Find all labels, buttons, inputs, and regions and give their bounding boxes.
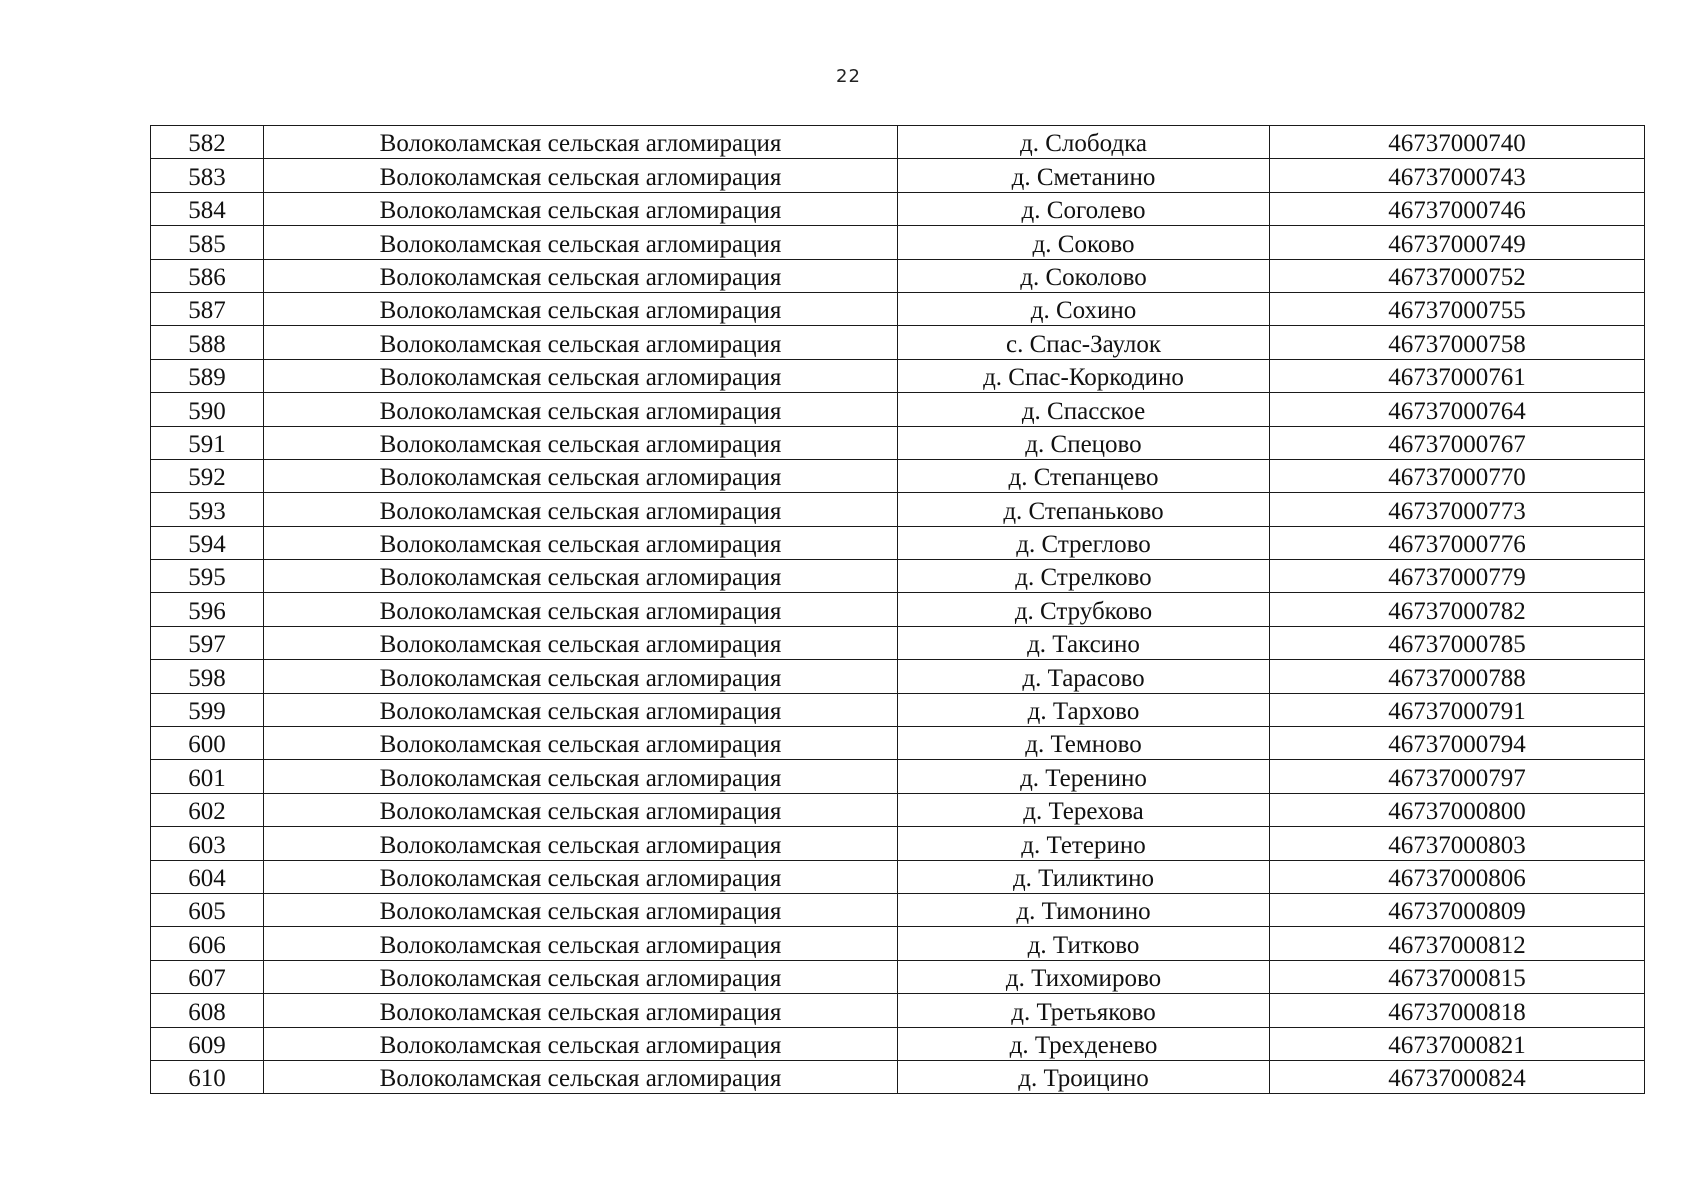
agglomeration-cell: Волоколамская сельская агломирация <box>264 927 898 960</box>
row-number-cell: 584 <box>151 192 264 225</box>
code-cell: 46737000815 <box>1270 960 1645 993</box>
table-row <box>151 927 1645 960</box>
row-number-cell: 587 <box>151 292 264 325</box>
row-number-cell: 592 <box>151 459 264 492</box>
table-body <box>151 126 1645 1094</box>
agglomeration-cell: Волоколамская сельская агломирация <box>264 159 898 192</box>
agglomeration-cell: Волоколамская сельская агломирация <box>264 493 898 526</box>
agglomeration-cell: Волоколамская сельская агломирация <box>264 727 898 760</box>
locality-cell: д. Тихомирово <box>898 960 1270 993</box>
agglomeration-cell: Волоколамская сельская агломирация <box>264 459 898 492</box>
table-row <box>151 760 1645 793</box>
agglomeration-cell: Волоколамская сельская агломирация <box>264 994 898 1027</box>
code-cell: 46737000752 <box>1270 259 1645 292</box>
code-cell: 46737000755 <box>1270 292 1645 325</box>
row-number-cell: 599 <box>151 693 264 726</box>
code-cell: 46737000740 <box>1270 126 1645 159</box>
locality-cell: д. Теренино <box>898 760 1270 793</box>
locality-cell: д. Тетерино <box>898 827 1270 860</box>
agglomeration-cell: Волоколамская сельская агломирация <box>264 1027 898 1060</box>
row-number-cell: 588 <box>151 326 264 359</box>
locality-cell: д. Тархово <box>898 693 1270 726</box>
locality-cell: д. Сохино <box>898 292 1270 325</box>
code-cell: 46737000821 <box>1270 1027 1645 1060</box>
code-cell: 46737000758 <box>1270 326 1645 359</box>
table-row <box>151 693 1645 726</box>
row-number-cell: 590 <box>151 393 264 426</box>
table-row <box>151 994 1645 1027</box>
row-number-cell: 595 <box>151 560 264 593</box>
table-row <box>151 793 1645 826</box>
code-cell: 46737000749 <box>1270 226 1645 259</box>
agglomeration-cell: Волоколамская сельская агломирация <box>264 593 898 626</box>
locality-cell: д. Соголево <box>898 192 1270 225</box>
locality-cell: д. Трехденево <box>898 1027 1270 1060</box>
agglomeration-cell: Волоколамская сельская агломирация <box>264 359 898 392</box>
locality-cell: д. Троицино <box>898 1060 1270 1093</box>
row-number-cell: 598 <box>151 660 264 693</box>
table-row <box>151 560 1645 593</box>
locality-cell: с. Спас-Заулок <box>898 326 1270 359</box>
code-cell: 46737000800 <box>1270 793 1645 826</box>
code-cell: 46737000761 <box>1270 359 1645 392</box>
code-cell: 46737000773 <box>1270 493 1645 526</box>
row-number-cell: 591 <box>151 426 264 459</box>
locality-cell: д. Стреглово <box>898 526 1270 559</box>
code-cell: 46737000779 <box>1270 560 1645 593</box>
code-cell: 46737000809 <box>1270 893 1645 926</box>
locality-cell: д. Таксино <box>898 626 1270 659</box>
row-number-cell: 583 <box>151 159 264 192</box>
locality-cell: д. Спас-Коркодино <box>898 359 1270 392</box>
row-number-cell: 606 <box>151 927 264 960</box>
code-cell: 46737000785 <box>1270 626 1645 659</box>
locality-cell: д. Тиликтино <box>898 860 1270 893</box>
agglomeration-cell: Волоколамская сельская агломирация <box>264 660 898 693</box>
row-number-cell: 589 <box>151 359 264 392</box>
agglomeration-cell: Волоколамская сельская агломирация <box>264 693 898 726</box>
table-row <box>151 259 1645 292</box>
agglomeration-cell: Волоколамская сельская агломирация <box>264 1060 898 1093</box>
agglomeration-cell: Волоколамская сельская агломирация <box>264 827 898 860</box>
code-cell: 46737000791 <box>1270 693 1645 726</box>
row-number-cell: 586 <box>151 259 264 292</box>
locality-cell: д. Темново <box>898 727 1270 760</box>
table-row <box>151 159 1645 192</box>
locality-cell: д. Соково <box>898 226 1270 259</box>
locality-cell: д. Стрелково <box>898 560 1270 593</box>
table-row <box>151 493 1645 526</box>
agglomeration-cell: Волоколамская сельская агломирация <box>264 960 898 993</box>
agglomeration-cell: Волоколамская сельская агломирация <box>264 526 898 559</box>
table-row <box>151 660 1645 693</box>
row-number-cell: 603 <box>151 827 264 860</box>
agglomeration-cell: Волоколамская сельская агломирация <box>264 560 898 593</box>
table-row <box>151 526 1645 559</box>
table-row <box>151 292 1645 325</box>
locality-cell: д. Титково <box>898 927 1270 960</box>
locality-cell: д. Степанцево <box>898 459 1270 492</box>
locality-cell: д. Тимонино <box>898 893 1270 926</box>
code-cell: 46737000818 <box>1270 994 1645 1027</box>
code-cell: 46737000767 <box>1270 426 1645 459</box>
table-row <box>151 626 1645 659</box>
table-row <box>151 1027 1645 1060</box>
table-row <box>151 459 1645 492</box>
agglomeration-cell: Волоколамская сельская агломирация <box>264 226 898 259</box>
table-row <box>151 326 1645 359</box>
locality-cell: д. Струбково <box>898 593 1270 626</box>
table-row <box>151 1060 1645 1093</box>
agglomeration-cell: Волоколамская сельская агломирация <box>264 259 898 292</box>
code-cell: 46737000824 <box>1270 1060 1645 1093</box>
row-number-cell: 601 <box>151 760 264 793</box>
row-number-cell: 609 <box>151 1027 264 1060</box>
row-number-cell: 597 <box>151 626 264 659</box>
locality-cell: д. Тарасово <box>898 660 1270 693</box>
agglomeration-cell: Волоколамская сельская агломирация <box>264 893 898 926</box>
row-number-cell: 594 <box>151 526 264 559</box>
page-number: 22 <box>836 66 861 87</box>
locality-cell: д. Степаньково <box>898 493 1270 526</box>
code-cell: 46737000788 <box>1270 660 1645 693</box>
table-row <box>151 727 1645 760</box>
row-number-cell: 596 <box>151 593 264 626</box>
table-row <box>151 359 1645 392</box>
locality-cell: д. Спецово <box>898 426 1270 459</box>
row-number-cell: 608 <box>151 994 264 1027</box>
agglomeration-cell: Волоколамская сельская агломирация <box>264 326 898 359</box>
row-number-cell: 607 <box>151 960 264 993</box>
code-cell: 46737000764 <box>1270 393 1645 426</box>
row-number-cell: 604 <box>151 860 264 893</box>
table-row <box>151 593 1645 626</box>
code-cell: 46737000776 <box>1270 526 1645 559</box>
agglomeration-cell: Волоколамская сельская агломирация <box>264 192 898 225</box>
code-cell: 46737000746 <box>1270 192 1645 225</box>
row-number-cell: 600 <box>151 727 264 760</box>
settlements-table <box>150 125 1645 1094</box>
code-cell: 46737000806 <box>1270 860 1645 893</box>
table-row <box>151 126 1645 159</box>
agglomeration-cell: Волоколамская сельская агломирация <box>264 860 898 893</box>
code-cell: 46737000743 <box>1270 159 1645 192</box>
locality-cell: д. Слободка <box>898 126 1270 159</box>
table-row <box>151 860 1645 893</box>
row-number-cell: 585 <box>151 226 264 259</box>
agglomeration-cell: Волоколамская сельская агломирация <box>264 760 898 793</box>
row-number-cell: 610 <box>151 1060 264 1093</box>
locality-cell: д. Терехова <box>898 793 1270 826</box>
table-row <box>151 226 1645 259</box>
agglomeration-cell: Волоколамская сельская агломирация <box>264 126 898 159</box>
code-cell: 46737000803 <box>1270 827 1645 860</box>
row-number-cell: 582 <box>151 126 264 159</box>
locality-cell: д. Третьяково <box>898 994 1270 1027</box>
row-number-cell: 605 <box>151 893 264 926</box>
agglomeration-cell: Волоколамская сельская агломирация <box>264 393 898 426</box>
code-cell: 46737000770 <box>1270 459 1645 492</box>
agglomeration-cell: Волоколамская сельская агломирация <box>264 793 898 826</box>
row-number-cell: 602 <box>151 793 264 826</box>
code-cell: 46737000782 <box>1270 593 1645 626</box>
locality-cell: д. Сметанино <box>898 159 1270 192</box>
locality-cell: д. Спасское <box>898 393 1270 426</box>
table-row <box>151 827 1645 860</box>
table-row <box>151 960 1645 993</box>
code-cell: 46737000797 <box>1270 760 1645 793</box>
code-cell: 46737000794 <box>1270 727 1645 760</box>
locality-cell: д. Соколово <box>898 259 1270 292</box>
table-row <box>151 893 1645 926</box>
row-number-cell: 593 <box>151 493 264 526</box>
table-row <box>151 426 1645 459</box>
agglomeration-cell: Волоколамская сельская агломирация <box>264 626 898 659</box>
code-cell: 46737000812 <box>1270 927 1645 960</box>
table-row <box>151 393 1645 426</box>
agglomeration-cell: Волоколамская сельская агломирация <box>264 426 898 459</box>
table-row <box>151 192 1645 225</box>
agglomeration-cell: Волоколамская сельская агломирация <box>264 292 898 325</box>
